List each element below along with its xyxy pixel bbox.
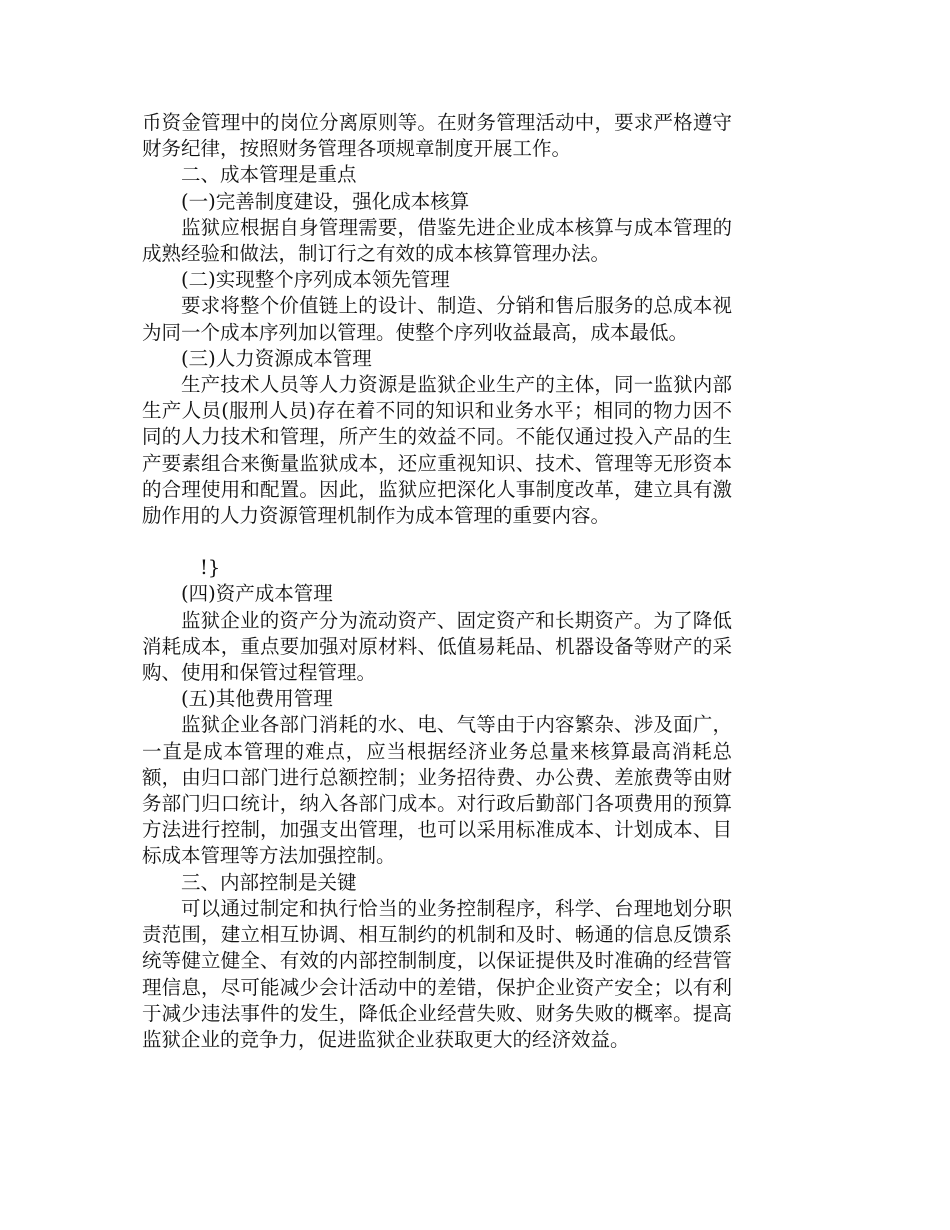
subheading-system-construction: (一)完善制度建设，强化成本核算 — [181, 189, 470, 213]
subheading-sequence-cost-leadership: (二)实现整个序列成本领先管理 — [181, 268, 450, 292]
document-body — [142, 110, 732, 1053]
paragraph-asset-cost: 监狱企业的资产分为流动资产、固定资产和长期资产。为了降低消耗成本，重点要加强对原材料、低值易耗品、机器设备等财产的采购、使用和保管过程管理。 — [142, 608, 732, 685]
paragraph-internal-control: 可以通过制定和执行恰当的业务控制程序，科学、台理地划分职责范围，建立相互协调、相互制约的机制和及时、畅通的信息反馈系统等健立健全、有效的内部控制制度，以保证提供及时准确的经营管理信息，尽可能减少会计活动中的差错，保护企业资产安全；以有利于减少违法事件的发生，降低企业经营失败、财务失败的概率。提高监狱企业的竞争力，促进监狱企业获取更大的经济效益。 — [142, 896, 732, 1051]
paragraph-continuation: 币资金管理中的岗位分离原则等。在财务管理活动中，要求严格遵守财务纪律，按照财务管理各项规章制度开展工作。 — [142, 111, 732, 161]
subheading-human-resource-cost: (三)人力资源成本管理 — [181, 346, 372, 370]
section-heading-internal-control: 三、内部控制是关键 — [181, 870, 357, 894]
subheading-other-expenses: (五)其他费用管理 — [181, 687, 333, 711]
blank-line — [142, 529, 732, 555]
section-heading-cost-management: 二、成本管理是重点 — [181, 163, 357, 187]
stray-characters: !} — [200, 556, 221, 580]
paragraph-other-expenses: 监狱企业各部门消耗的水、电、气等由于内容繁杂、涉及面广，一直是成本管理的难点，应当根据经济业务总量来核算最高消耗总额，由归口部门进行总额控制；业务招待费、办公费、差旅费等由财务部门归口统计，纳入各部门成本。对行政后勤部门各项费用的预算方法进行控制，加强支出管理，也可以采用标准成本、计划成本、目标成本管理等方法加强控制。 — [142, 713, 732, 868]
paragraph-value-chain: 要求将整个价值链上的设计、制造、分销和售后服务的总成本视为同一个成本序列加以管理。使整个序列收益最高，成本最低。 — [142, 294, 732, 344]
paragraph-cost-accounting: 监狱应根据自身管理需要，借鉴先进企业成本核算与成本管理的成熟经验和做法，制订行之有效的成本核算管理办法。 — [142, 215, 732, 266]
subheading-asset-cost: (四)资产成本管理 — [181, 582, 333, 606]
paragraph-human-resource: 生产技术人员等人力资源是监狱企业生产的主体，同一监狱内部生产人员(服刑人员)存在着不同的知识和业务水平；相同的物力因不同的人力技术和管理，所产生的效益不同。不能仅通过投入产品的生产要素组合来衡量监狱成本，还应重视知识、技术、管理等无形资本的合理使用和配置。因此，监狱应把深化人事制度改革，建立具有激励作用的人力资源管理机制作为成本管理的重要内容。 — [142, 373, 732, 528]
